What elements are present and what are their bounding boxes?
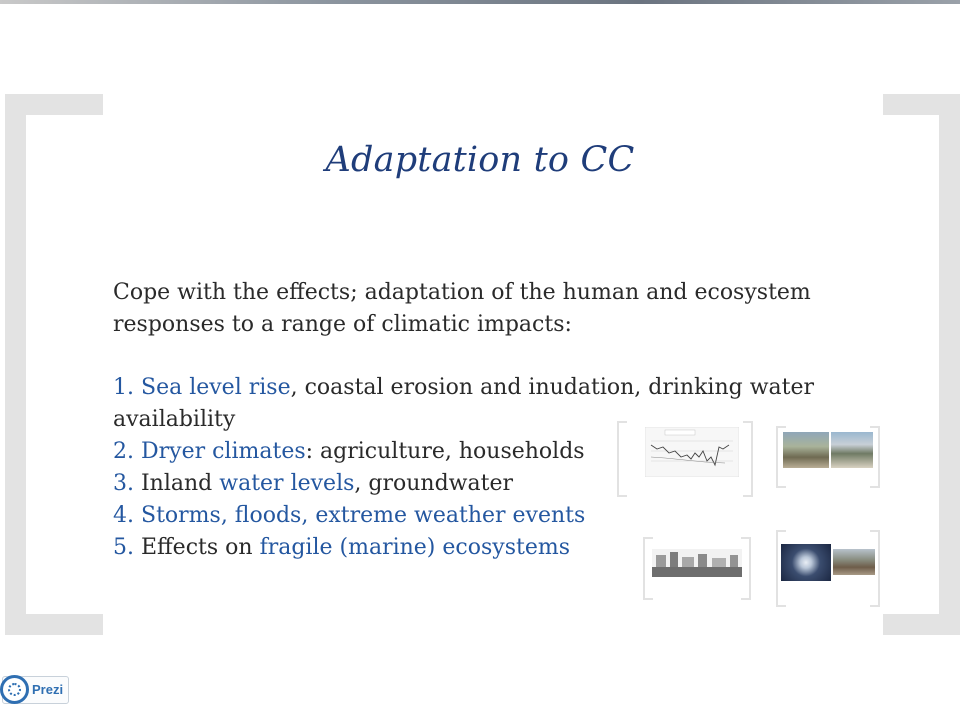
- list-text: Effects on: [134, 535, 260, 560]
- thumbnail-flood-sketch[interactable]: [643, 537, 751, 600]
- list-highlight: Dryer climates: [141, 439, 306, 464]
- coastal-house-photo: [831, 432, 873, 468]
- flood-sketch-image: [652, 549, 742, 577]
- thumbnail-typhoon-photos[interactable]: [776, 530, 880, 607]
- prezi-logo-text: Prezi: [32, 682, 64, 697]
- list-highlight: Storms, floods, extreme weather events: [141, 503, 586, 528]
- list-text: Inland: [134, 471, 220, 496]
- list-number: 5.: [113, 535, 134, 560]
- list-number: 2.: [113, 439, 134, 464]
- coastal-erosion-photo: [783, 432, 829, 468]
- list-text: availability: [113, 407, 236, 432]
- list-number: 3.: [113, 471, 134, 496]
- list-item: [113, 372, 833, 404]
- thumbnail-caption: [776, 592, 880, 596]
- prezi-logo-icon: [0, 675, 29, 704]
- list-number: 4.: [113, 503, 134, 528]
- typhoon-satellite-photo: [781, 544, 831, 581]
- list-text: , coastal erosion and inudation, drinking water: [290, 375, 815, 400]
- sea-level-chart-image: [645, 427, 739, 477]
- slide-intro-text: Cope with the effects; adaptation of the human and ecosystem responses to a range of climatic impacts:: [113, 280, 811, 337]
- thumbnail-caption: [617, 482, 753, 486]
- list-highlight: water levels: [219, 471, 355, 496]
- typhoon-damage-photo: [833, 549, 875, 575]
- slide-title: Adaptation to CC: [325, 140, 635, 180]
- list-highlight: Sea level rise: [141, 375, 291, 400]
- list-text: : agriculture, households: [305, 439, 585, 464]
- prezi-logo[interactable]: [2, 676, 69, 704]
- window-top-bar: [0, 0, 960, 4]
- thumbnail-caption: [643, 587, 751, 591]
- thumbnail-sea-level-chart[interactable]: [617, 421, 753, 497]
- list-number: 1.: [113, 375, 134, 400]
- list-item: [113, 500, 833, 532]
- thumbnail-coastal-photos[interactable]: [776, 426, 880, 488]
- list-highlight: fragile (marine) ecosystems: [259, 535, 570, 560]
- list-text: , groundwater: [354, 471, 513, 496]
